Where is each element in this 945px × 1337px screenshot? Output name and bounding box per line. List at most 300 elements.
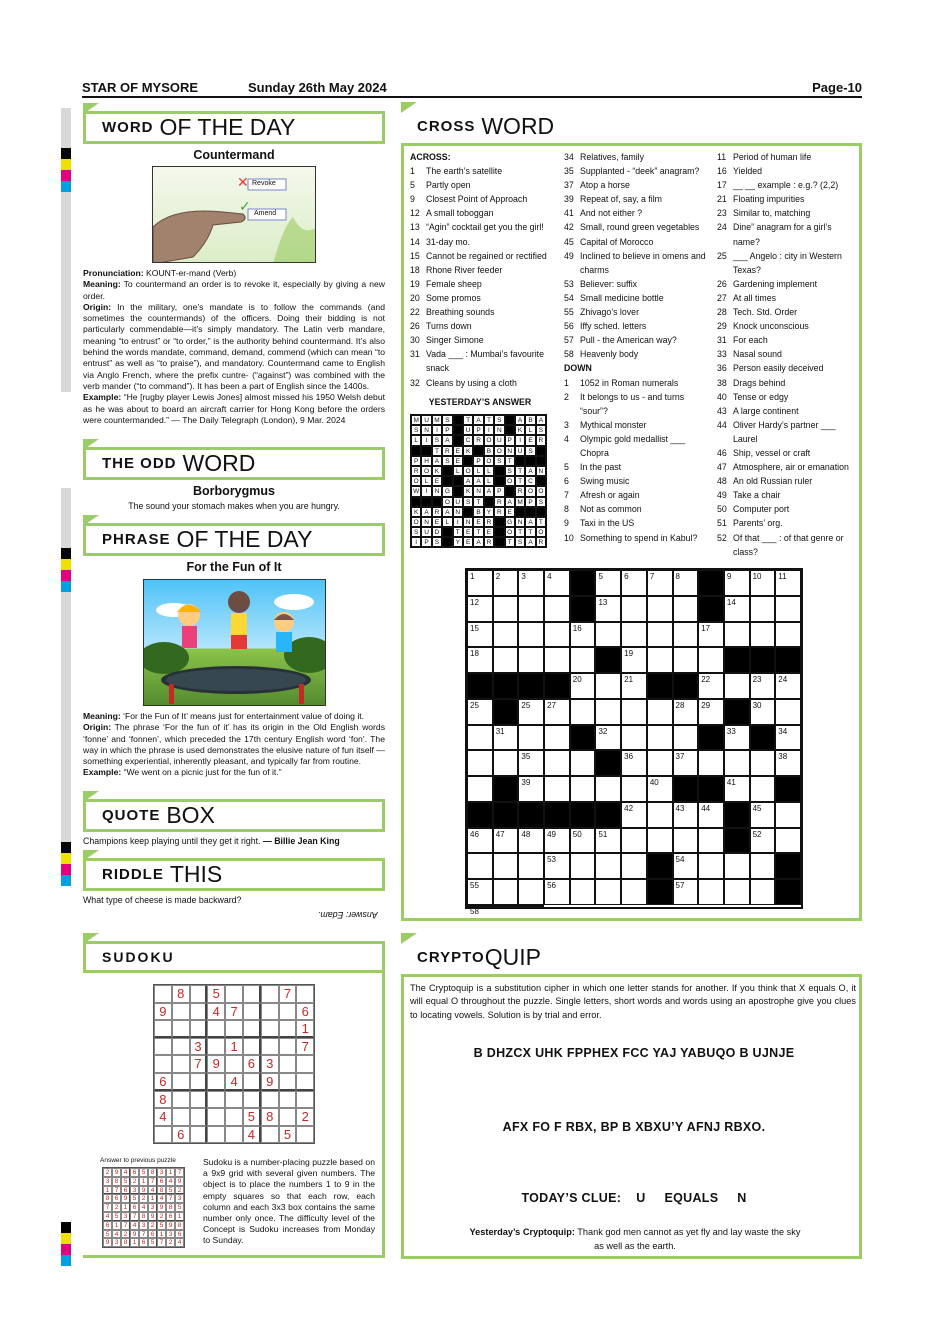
- crossword-cell[interactable]: [750, 750, 776, 776]
- sudoku-cell[interactable]: [261, 1126, 279, 1144]
- crossword-cell[interactable]: [544, 828, 570, 854]
- black-square[interactable]: [750, 725, 776, 751]
- page-number: Page-10: [812, 80, 862, 95]
- black-square[interactable]: [698, 776, 724, 802]
- sudoku-cell[interactable]: [279, 1020, 297, 1038]
- black-square[interactable]: [493, 802, 519, 828]
- sudoku-cell[interactable]: [279, 1073, 297, 1091]
- answer-cell: 9: [121, 1194, 130, 1203]
- answer-cell: O: [536, 486, 546, 496]
- crossword-cell[interactable]: [467, 750, 493, 776]
- crossword-cell[interactable]: [750, 622, 776, 648]
- black-square[interactable]: [647, 673, 673, 699]
- answer-cell: P: [411, 456, 421, 466]
- answer-cell: 6: [148, 1230, 157, 1239]
- crossword-cell[interactable]: [518, 596, 544, 622]
- black-square[interactable]: [775, 776, 801, 802]
- crossword-cell[interactable]: [518, 853, 544, 879]
- crossword-cell[interactable]: [724, 725, 750, 751]
- crossword-cell[interactable]: [570, 879, 596, 905]
- sudoku-cell[interactable]: 9: [261, 1073, 279, 1091]
- clue-number: 31: [410, 349, 420, 360]
- sudoku-cell[interactable]: 4: [243, 1126, 261, 1144]
- clue-text: Take a chair: [733, 490, 781, 501]
- crossword-cell[interactable]: [467, 622, 493, 648]
- crossword-cell[interactable]: [647, 802, 673, 828]
- black-square[interactable]: [544, 802, 570, 828]
- crossword-cell[interactable]: [467, 647, 493, 673]
- crossword-cell[interactable]: [518, 879, 544, 905]
- black-square[interactable]: [775, 879, 801, 905]
- crossword-cell[interactable]: [493, 647, 519, 673]
- crossword-cell[interactable]: [724, 879, 750, 905]
- sudoku-cell[interactable]: [154, 985, 172, 1003]
- crossword-cell[interactable]: [467, 725, 493, 751]
- crossword-cell[interactable]: [570, 647, 596, 673]
- crossword-cell[interactable]: [570, 673, 596, 699]
- clue-number: 42: [564, 222, 574, 233]
- crossword-cell[interactable]: [775, 673, 801, 699]
- crossword-cell[interactable]: [775, 596, 801, 622]
- clue-item: [717, 347, 859, 361]
- sudoku-cell[interactable]: [172, 1038, 190, 1056]
- sudoku-cell[interactable]: [154, 1020, 172, 1038]
- sudoku-cell[interactable]: 9: [207, 1055, 225, 1073]
- crossword-cell[interactable]: [544, 622, 570, 648]
- sudoku-cell[interactable]: [243, 1003, 261, 1021]
- sudoku-cell[interactable]: [225, 1020, 243, 1038]
- crossword-cell[interactable]: [750, 776, 776, 802]
- black-square[interactable]: [595, 750, 621, 776]
- crossword-cell[interactable]: [621, 725, 647, 751]
- crossword-cell[interactable]: [467, 853, 493, 879]
- crossword-cell[interactable]: [647, 828, 673, 854]
- sudoku-cell[interactable]: [154, 1038, 172, 1056]
- crossword-cell[interactable]: [750, 699, 776, 725]
- crossword-cell[interactable]: [518, 699, 544, 725]
- sudoku-cell[interactable]: 6: [296, 1003, 314, 1021]
- sudoku-cell[interactable]: [190, 985, 208, 1003]
- black-square[interactable]: [518, 673, 544, 699]
- clue-number: 56: [564, 321, 574, 332]
- crossword-cell[interactable]: [493, 905, 519, 907]
- sudoku-cell[interactable]: [190, 1020, 208, 1038]
- sudoku-cell[interactable]: [279, 1108, 297, 1126]
- sudoku-cell[interactable]: [261, 1038, 279, 1056]
- crossword-cell[interactable]: [595, 673, 621, 699]
- answer-black-square: [442, 466, 452, 476]
- crossword-cell[interactable]: [544, 647, 570, 673]
- sudoku-cell[interactable]: [207, 1073, 225, 1091]
- crossword-cell[interactable]: [518, 647, 544, 673]
- crossword-cell[interactable]: [775, 750, 801, 776]
- black-square[interactable]: [570, 725, 596, 751]
- answer-cell: A: [515, 415, 525, 425]
- yesterday-cryptoquip: [465, 1226, 805, 1254]
- crossword-cell[interactable]: [621, 647, 647, 673]
- crossword-cell[interactable]: [544, 776, 570, 802]
- crossword-cell[interactable]: [775, 725, 801, 751]
- sudoku-cell[interactable]: [296, 985, 314, 1003]
- black-square[interactable]: [673, 776, 699, 802]
- crossword-cell[interactable]: [724, 853, 750, 879]
- black-square[interactable]: [673, 673, 699, 699]
- answer-cell: 4: [148, 1186, 157, 1195]
- sudoku-cell[interactable]: [243, 1038, 261, 1056]
- sudoku-cell[interactable]: 7: [279, 985, 297, 1003]
- crossword-cell[interactable]: [621, 853, 647, 879]
- black-square[interactable]: [493, 776, 519, 802]
- sudoku-cell[interactable]: [243, 1020, 261, 1038]
- sudoku-cell[interactable]: 2: [296, 1108, 314, 1126]
- answer-cell: 4: [139, 1203, 148, 1212]
- answer-cell: N: [421, 517, 431, 527]
- sudoku-cell[interactable]: [279, 1038, 297, 1056]
- crossword-cell[interactable]: [698, 622, 724, 648]
- crossword-cell[interactable]: [673, 828, 699, 854]
- answer-cell: O: [411, 476, 421, 486]
- clue-item: [564, 333, 706, 347]
- crossword-cell[interactable]: [647, 570, 673, 596]
- crossword-cell[interactable]: [467, 570, 493, 596]
- crossword-cell[interactable]: [698, 879, 724, 905]
- sudoku-cell[interactable]: [207, 1126, 225, 1144]
- black-square[interactable]: [595, 802, 621, 828]
- sudoku-cell[interactable]: [190, 1003, 208, 1021]
- crossword-cell[interactable]: [467, 596, 493, 622]
- crossword-cell[interactable]: [775, 622, 801, 648]
- sudoku-cell[interactable]: 6: [154, 1073, 172, 1091]
- crossword-cell[interactable]: [570, 776, 596, 802]
- sudoku-cell[interactable]: 8: [172, 985, 190, 1003]
- sudoku-cell[interactable]: [172, 1020, 190, 1038]
- sudoku-cell[interactable]: 4: [207, 1003, 225, 1021]
- black-square[interactable]: [724, 647, 750, 673]
- black-square[interactable]: [698, 596, 724, 622]
- crossword-cell[interactable]: [647, 622, 673, 648]
- crossword-cell[interactable]: [673, 853, 699, 879]
- crossword-cell[interactable]: [595, 828, 621, 854]
- clue-item: [564, 488, 706, 502]
- answer-cell: G: [442, 486, 452, 496]
- crossword-cell[interactable]: [518, 828, 544, 854]
- crossword-cell[interactable]: [595, 853, 621, 879]
- crossword-cell[interactable]: [698, 673, 724, 699]
- crossword-cell[interactable]: [544, 725, 570, 751]
- clue-item: [717, 418, 859, 446]
- crossword-cell[interactable]: [724, 570, 750, 596]
- crossword-cell[interactable]: [621, 879, 647, 905]
- black-square[interactable]: [775, 647, 801, 673]
- sudoku-cell[interactable]: [261, 1091, 279, 1109]
- cell-number: 37: [675, 752, 685, 762]
- crossword-cell[interactable]: [698, 647, 724, 673]
- sudoku-cell[interactable]: 7: [296, 1038, 314, 1056]
- answer-cell: O: [505, 527, 515, 537]
- crossword-cell[interactable]: [518, 776, 544, 802]
- crossword-cell[interactable]: [544, 750, 570, 776]
- crossword-cell[interactable]: [775, 802, 801, 828]
- sudoku-cell[interactable]: 6: [243, 1055, 261, 1073]
- sudoku-cell[interactable]: [190, 1108, 208, 1126]
- sudoku-cell[interactable]: 7: [190, 1055, 208, 1073]
- crossword-cell[interactable]: [750, 596, 776, 622]
- sudoku-cell[interactable]: 4: [225, 1073, 243, 1091]
- crossword-cell[interactable]: [724, 622, 750, 648]
- sudoku-cell[interactable]: [225, 985, 243, 1003]
- crossword-cell[interactable]: [673, 622, 699, 648]
- sudoku-cell[interactable]: [190, 1091, 208, 1109]
- sudoku-cell[interactable]: [207, 1020, 225, 1038]
- crossword-cell[interactable]: [493, 853, 519, 879]
- crossword-cell[interactable]: [673, 570, 699, 596]
- crossword-cell[interactable]: [750, 853, 776, 879]
- crossword-cell[interactable]: [570, 853, 596, 879]
- sudoku-cell[interactable]: [243, 985, 261, 1003]
- crossword-cell[interactable]: [750, 879, 776, 905]
- black-square[interactable]: [775, 853, 801, 879]
- answer-cell: 7: [157, 1238, 166, 1247]
- crossword-cell[interactable]: [570, 699, 596, 725]
- sudoku-cell[interactable]: [172, 1055, 190, 1073]
- title-big: QUIP: [484, 944, 541, 970]
- clue-text: Small medicine bottle: [580, 292, 664, 303]
- sudoku-cell[interactable]: [225, 1091, 243, 1109]
- sudoku-cell[interactable]: 5: [279, 1126, 297, 1144]
- sudoku-cell[interactable]: [172, 1003, 190, 1021]
- answer-cell: E: [463, 527, 473, 537]
- crossword-cell[interactable]: [493, 622, 519, 648]
- sudoku-cell[interactable]: 1: [296, 1020, 314, 1038]
- crossword-cell[interactable]: [724, 596, 750, 622]
- crossword-cell[interactable]: [621, 596, 647, 622]
- crossword-cell[interactable]: [775, 699, 801, 725]
- crossword-cell[interactable]: [595, 596, 621, 622]
- black-square[interactable]: [467, 802, 493, 828]
- sudoku-cell[interactable]: [225, 1108, 243, 1126]
- sudoku-cell[interactable]: [207, 1108, 225, 1126]
- crossword-cell[interactable]: [493, 570, 519, 596]
- sudoku-cell[interactable]: [261, 985, 279, 1003]
- sudoku-cell[interactable]: 3: [190, 1038, 208, 1056]
- sudoku-cell[interactable]: [296, 1055, 314, 1073]
- sudoku-cell[interactable]: [154, 1126, 172, 1144]
- sudoku-cell[interactable]: [172, 1108, 190, 1126]
- crossword-cell[interactable]: [673, 802, 699, 828]
- crossword-cell[interactable]: [544, 570, 570, 596]
- sudoku-cell[interactable]: [296, 1091, 314, 1109]
- crossword-cell[interactable]: [647, 699, 673, 725]
- yesterday-answer-label: YESTERDAY’S ANSWER: [428, 396, 532, 407]
- black-square[interactable]: [544, 673, 570, 699]
- clue-text: Computer port: [733, 504, 790, 515]
- crossword-cell[interactable]: [570, 622, 596, 648]
- cell-number: 46: [470, 829, 479, 839]
- crossword-cell[interactable]: [647, 596, 673, 622]
- crossword-cell[interactable]: [698, 802, 724, 828]
- crossword-cell[interactable]: [595, 622, 621, 648]
- crossword-cell[interactable]: [673, 647, 699, 673]
- crossword-cell[interactable]: [647, 725, 673, 751]
- black-square[interactable]: [518, 802, 544, 828]
- crossword-cell[interactable]: [750, 673, 776, 699]
- sudoku-cell[interactable]: [172, 1073, 190, 1091]
- black-square[interactable]: [570, 802, 596, 828]
- crossword-cell[interactable]: [698, 853, 724, 879]
- sudoku-cell[interactable]: 4: [154, 1108, 172, 1126]
- black-square[interactable]: [724, 828, 750, 854]
- crossword-cell[interactable]: [493, 596, 519, 622]
- clue-text: Some promos: [426, 292, 481, 303]
- crossword-cell[interactable]: [750, 828, 776, 854]
- crossword-cell[interactable]: [621, 622, 647, 648]
- sudoku-cell[interactable]: [190, 1126, 208, 1144]
- crossword-cell[interactable]: [698, 699, 724, 725]
- crossword-cell[interactable]: [493, 750, 519, 776]
- sudoku-cell[interactable]: [243, 1073, 261, 1091]
- sudoku-cell[interactable]: 8: [261, 1108, 279, 1126]
- sudoku-cell[interactable]: 3: [261, 1055, 279, 1073]
- crossword-cell[interactable]: [673, 750, 699, 776]
- crossword-cell[interactable]: [518, 725, 544, 751]
- crossword-cell[interactable]: [621, 828, 647, 854]
- answer-cell: 6: [121, 1186, 130, 1195]
- black-square[interactable]: [698, 725, 724, 751]
- black-square[interactable]: [493, 673, 519, 699]
- crossword-cell[interactable]: [518, 570, 544, 596]
- black-square[interactable]: [698, 570, 724, 596]
- crossword-cell[interactable]: [544, 879, 570, 905]
- black-square[interactable]: [724, 802, 750, 828]
- sudoku-cell[interactable]: 1: [225, 1038, 243, 1056]
- crossword-cell[interactable]: [544, 853, 570, 879]
- crossword-cell[interactable]: [673, 725, 699, 751]
- answer-cell: 2: [103, 1168, 112, 1177]
- crossword-cell[interactable]: [595, 879, 621, 905]
- crossword-cell[interactable]: [570, 828, 596, 854]
- black-square[interactable]: [570, 596, 596, 622]
- clue-text: Tech. Std. Order: [733, 307, 798, 318]
- odd-word-heading: Borborygmus: [193, 484, 275, 498]
- black-square[interactable]: [647, 853, 673, 879]
- sudoku-cell[interactable]: [261, 1003, 279, 1021]
- sudoku-cell[interactable]: 5: [207, 985, 225, 1003]
- crossword-cell[interactable]: [750, 802, 776, 828]
- crossword-cell[interactable]: [673, 879, 699, 905]
- crossword-cell[interactable]: [595, 725, 621, 751]
- crossword-cell[interactable]: [698, 750, 724, 776]
- sudoku-cell[interactable]: [207, 1091, 225, 1109]
- sudoku-cell[interactable]: 9: [154, 1003, 172, 1021]
- crossword-cell[interactable]: [673, 699, 699, 725]
- sudoku-cell[interactable]: [279, 1003, 297, 1021]
- answer-black-square: [494, 466, 504, 476]
- answer-cell: 9: [103, 1238, 112, 1247]
- crossword-cell[interactable]: [647, 750, 673, 776]
- clue-item: [717, 249, 859, 277]
- clue-item: [564, 220, 706, 234]
- crossword-cell[interactable]: [621, 570, 647, 596]
- sudoku-cell[interactable]: 5: [243, 1108, 261, 1126]
- crossword-cell[interactable]: [493, 879, 519, 905]
- crossword-cell[interactable]: [621, 673, 647, 699]
- answer-black-square: [463, 456, 473, 466]
- sudoku-cell[interactable]: [296, 1126, 314, 1144]
- sudoku-cell[interactable]: 6: [172, 1126, 190, 1144]
- sudoku-cell[interactable]: [154, 1055, 172, 1073]
- cell-number: 51: [598, 829, 608, 839]
- sudoku-cell[interactable]: 8: [154, 1091, 172, 1109]
- crossword-cell[interactable]: [467, 828, 493, 854]
- crossword-cell[interactable]: [724, 776, 750, 802]
- crossword-cell[interactable]: [647, 647, 673, 673]
- crossword-cell[interactable]: [775, 570, 801, 596]
- crossword-cell[interactable]: [595, 699, 621, 725]
- crossword-cell[interactable]: [698, 828, 724, 854]
- answer-black-square: [525, 456, 535, 466]
- crossword-cell[interactable]: [493, 828, 519, 854]
- black-square[interactable]: [570, 570, 596, 596]
- sudoku-cell[interactable]: [172, 1091, 190, 1109]
- sudoku-cell[interactable]: [207, 1038, 225, 1056]
- crossword-cell[interactable]: [621, 776, 647, 802]
- black-square[interactable]: [467, 673, 493, 699]
- sudoku-cell[interactable]: [190, 1073, 208, 1091]
- crossword-cell[interactable]: [518, 750, 544, 776]
- clue-number: 51: [717, 518, 727, 529]
- crossword-cell[interactable]: [518, 905, 544, 907]
- crossword-cell[interactable]: [467, 699, 493, 725]
- crossword-cell[interactable]: [467, 776, 493, 802]
- crossword-cell[interactable]: [467, 905, 493, 916]
- crossword-cell[interactable]: [621, 750, 647, 776]
- black-square[interactable]: [750, 647, 776, 673]
- crossword-cell[interactable]: [518, 622, 544, 648]
- sudoku-cell[interactable]: [296, 1073, 314, 1091]
- black-square[interactable]: [647, 879, 673, 905]
- black-square[interactable]: [724, 699, 750, 725]
- crossword-cell[interactable]: [775, 828, 801, 854]
- sudoku-cell[interactable]: [261, 1020, 279, 1038]
- crossword-cell[interactable]: [467, 879, 493, 905]
- crossword-cell[interactable]: [570, 750, 596, 776]
- crossword-cell[interactable]: [544, 596, 570, 622]
- crossword-cell[interactable]: [647, 776, 673, 802]
- answer-cell: I: [432, 425, 442, 435]
- crossword-cell[interactable]: [621, 699, 647, 725]
- crossword-cell[interactable]: [544, 699, 570, 725]
- sudoku-cell[interactable]: [225, 1055, 243, 1073]
- crossword-cell[interactable]: [673, 596, 699, 622]
- crossword-cell[interactable]: [595, 776, 621, 802]
- sudoku-cell[interactable]: [279, 1091, 297, 1109]
- sudoku-cell[interactable]: 7: [225, 1003, 243, 1021]
- clue-text: Gardening implement: [733, 278, 818, 289]
- clue-item: [564, 277, 706, 291]
- clue-number: 47: [717, 462, 727, 473]
- black-square[interactable]: [595, 647, 621, 673]
- sudoku-cell[interactable]: [225, 1126, 243, 1144]
- sudoku-cell[interactable]: [279, 1055, 297, 1073]
- crossword-cell[interactable]: [621, 802, 647, 828]
- crossword-cell[interactable]: [750, 570, 776, 596]
- crossword-cell[interactable]: [724, 750, 750, 776]
- crossword-cell[interactable]: [493, 725, 519, 751]
- crossword-cell[interactable]: [724, 673, 750, 699]
- sudoku-cell[interactable]: [243, 1091, 261, 1109]
- crossword-cell[interactable]: [595, 570, 621, 596]
- black-square[interactable]: [493, 699, 519, 725]
